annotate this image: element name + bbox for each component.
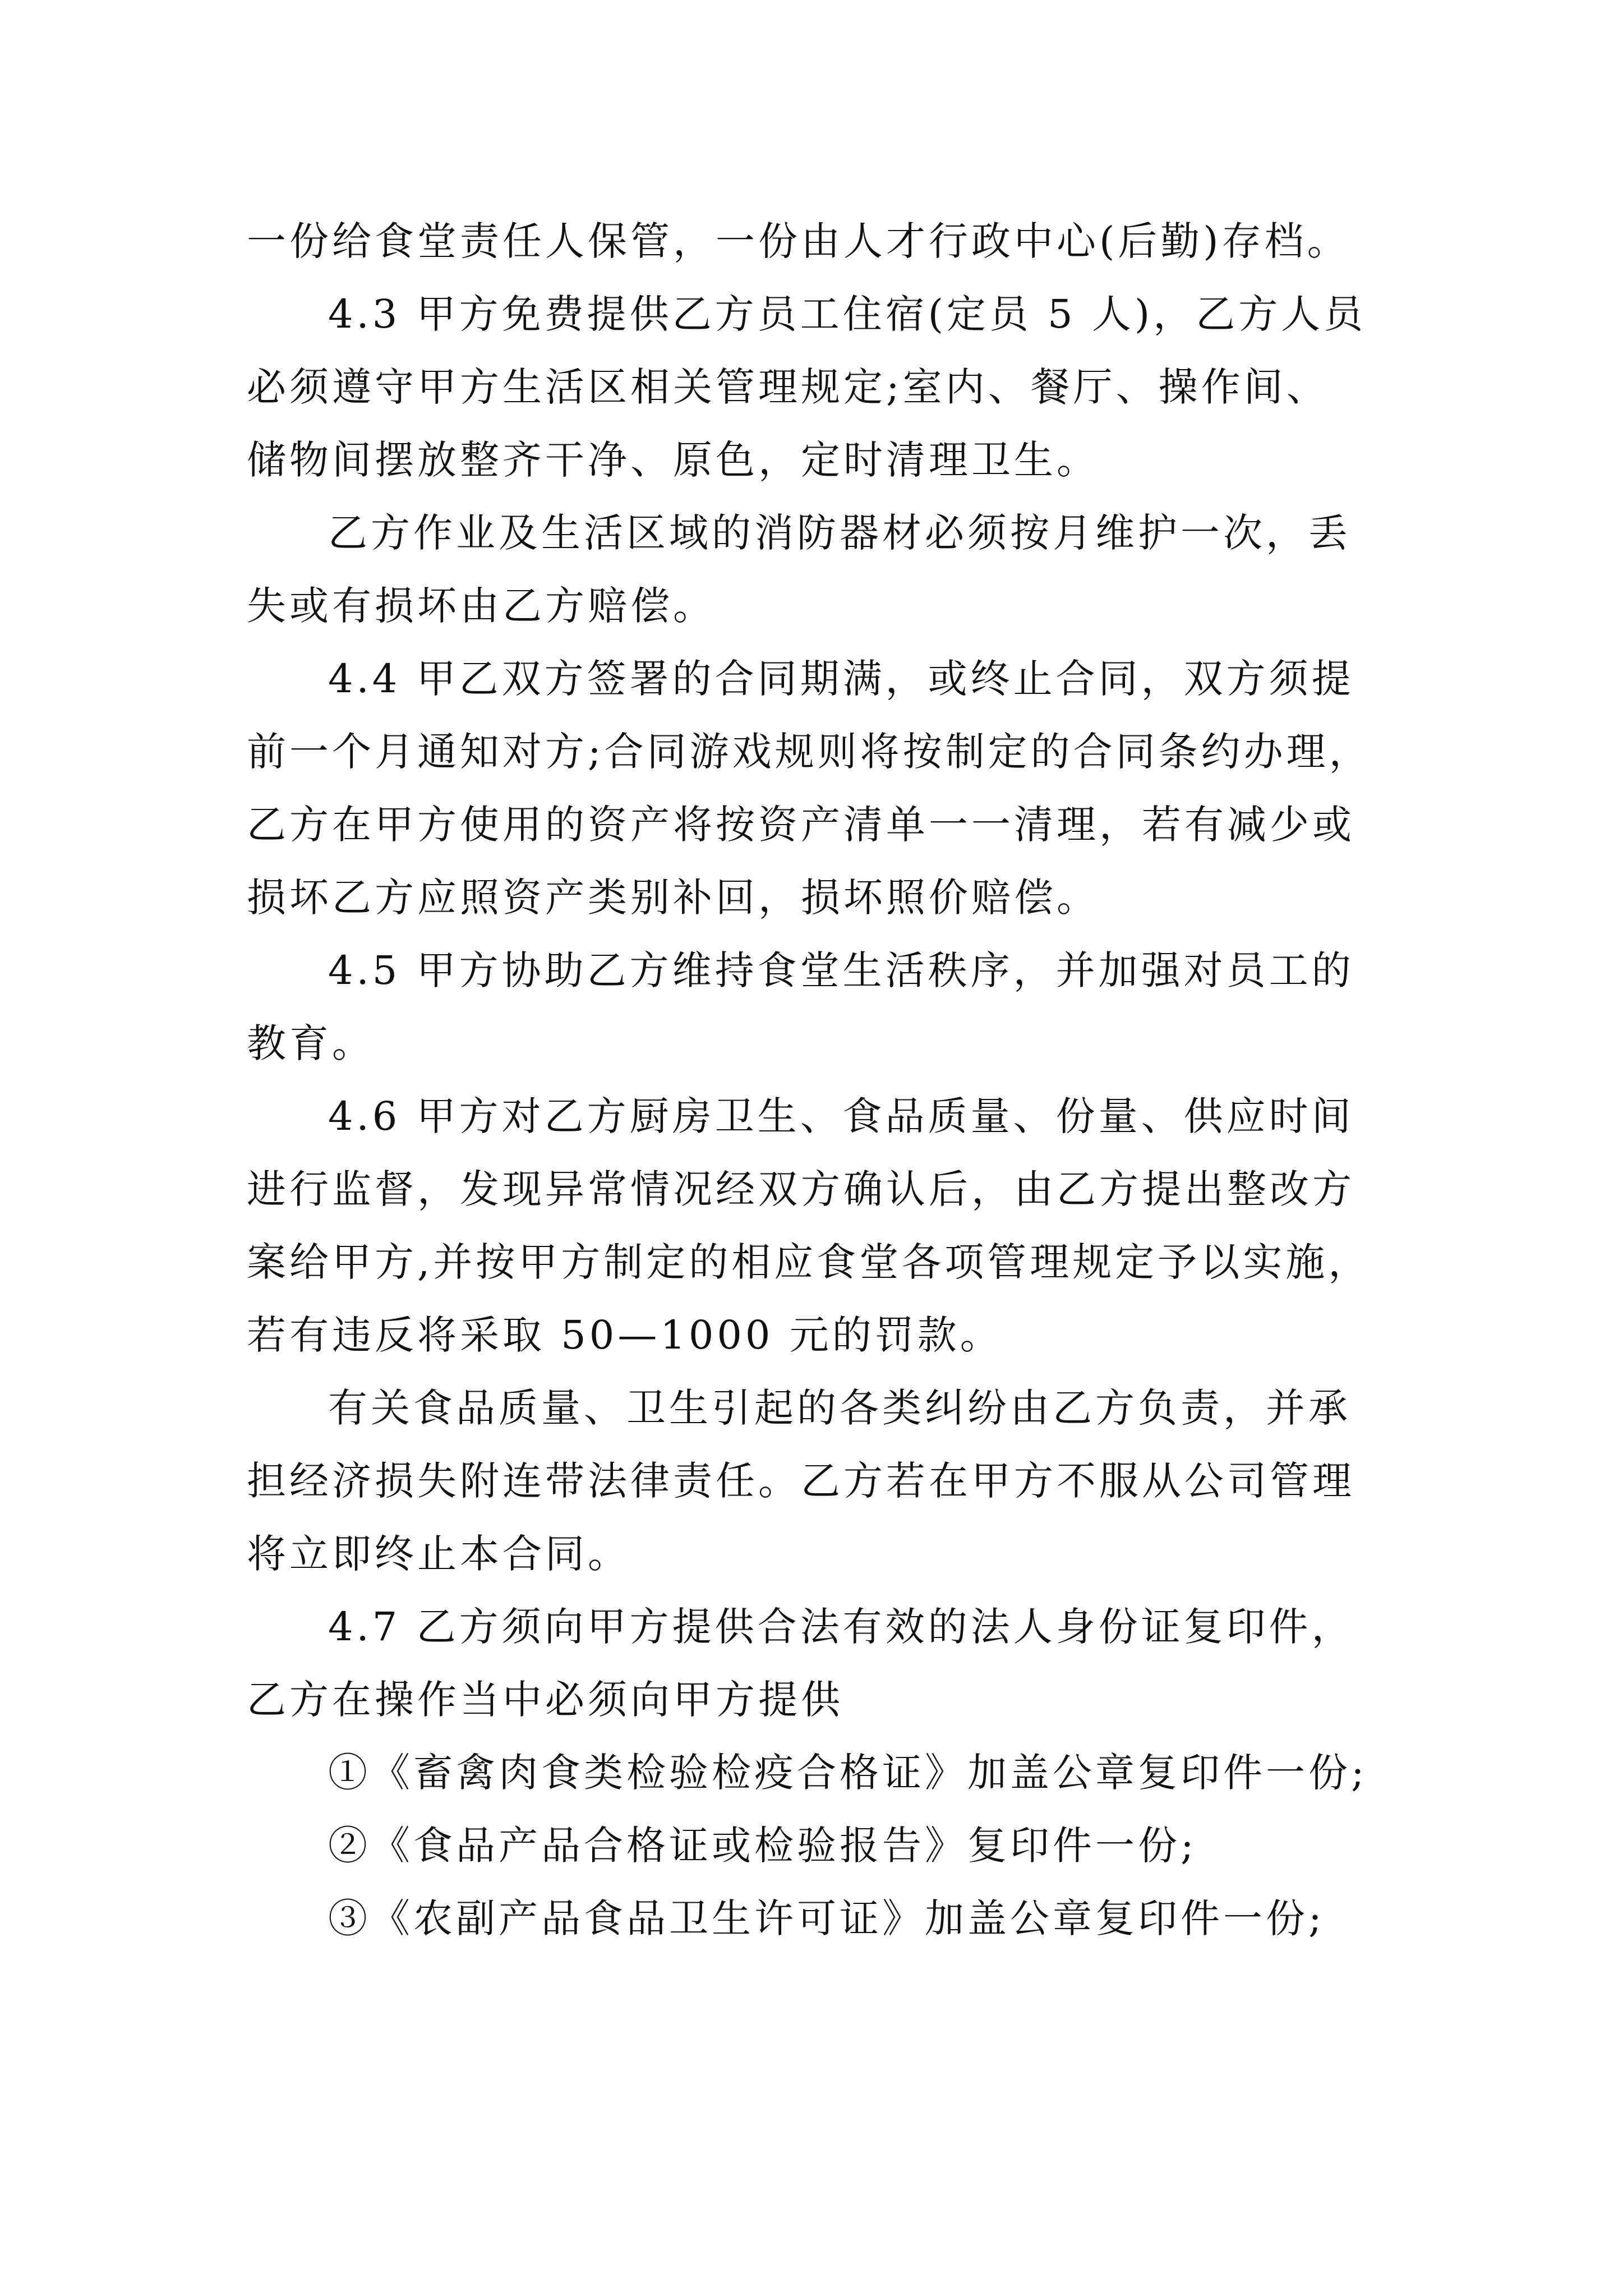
list-item-2: ②《食品产品合格证或检验报告》复印件一份; [328, 1823, 1197, 1869]
clause-4-3-line-2: 必须遵守甲方生活区相关管理规定;室内、餐厅、操作间、 [247, 364, 1329, 410]
clause-4-4-line-1: 4.4 甲乙双方签署的合同期满，或终止合同，双方须提 [328, 656, 1354, 702]
clause-4-6-line-3: 案给甲方,并按甲方制定的相应食堂各项管理规定予以实施， [247, 1239, 1371, 1285]
clause-4-5-line-2: 教育。 [247, 1020, 375, 1066]
clause-4-3-line-1: 4.3 甲方免费提供乙方员工住宿(定员 5 人)，乙方人员 [328, 291, 1367, 337]
clause-4-6-line-2: 进行监督，发现异常情况经双方确认后，由乙方提出整改方 [247, 1166, 1355, 1212]
clause-4-7-line-1: 4.7 乙方须向甲方提供合法有效的法人身份证复印件， [328, 1604, 1354, 1650]
list-item-3: ③《农副产品食品卫生许可证》加盖公章复印件一份; [328, 1895, 1325, 1941]
clause-4-4-line-3: 乙方在甲方使用的资产将按资产清单一一清理，若有减少或 [247, 802, 1355, 848]
clause-4-4-line-4: 损坏乙方应照资产类别补回，损坏照价赔偿。 [247, 875, 1099, 921]
liability-line-2: 担经济损失附连带法律责任。乙方若在甲方不服从公司管理 [247, 1458, 1355, 1504]
liability-line-1: 有关食品质量、卫生引起的各类纠纷由乙方负责，并承 [328, 1385, 1351, 1431]
clause-4-3-line-3: 储物间摆放整齐干净、原色，定时清理卫生。 [247, 437, 1099, 483]
fire-equipment-line-2: 失或有损坏由乙方赔偿。 [247, 583, 716, 629]
liability-line-3: 将立即终止本合同。 [247, 1531, 630, 1577]
fire-equipment-line-1: 乙方作业及生活区域的消防器材必须按月维护一次，丢 [328, 510, 1351, 556]
text-line-1: 一份给食堂责任人保管，一份由人才行政中心(后勤)存档。 [247, 218, 1350, 264]
clause-4-5-line-1: 4.5 甲方协助乙方维持食堂生活秩序，并加强对员工的 [328, 947, 1354, 993]
clause-4-6-line-4: 若有违反将采取 50—1000 元的罚款。 [247, 1312, 1003, 1358]
list-item-1: ①《畜禽肉食类检验检疫合格证》加盖公章复印件一份; [328, 1750, 1368, 1796]
clause-4-6-line-1: 4.6 甲方对乙方厨房卫生、食品质量、份量、供应时间 [328, 1093, 1354, 1139]
clause-4-7-line-2: 乙方在操作当中必须向甲方提供 [247, 1677, 843, 1723]
clause-4-4-line-2: 前一个月通知对方;合同游戏规则将按制定的合同条约办理， [247, 729, 1372, 775]
